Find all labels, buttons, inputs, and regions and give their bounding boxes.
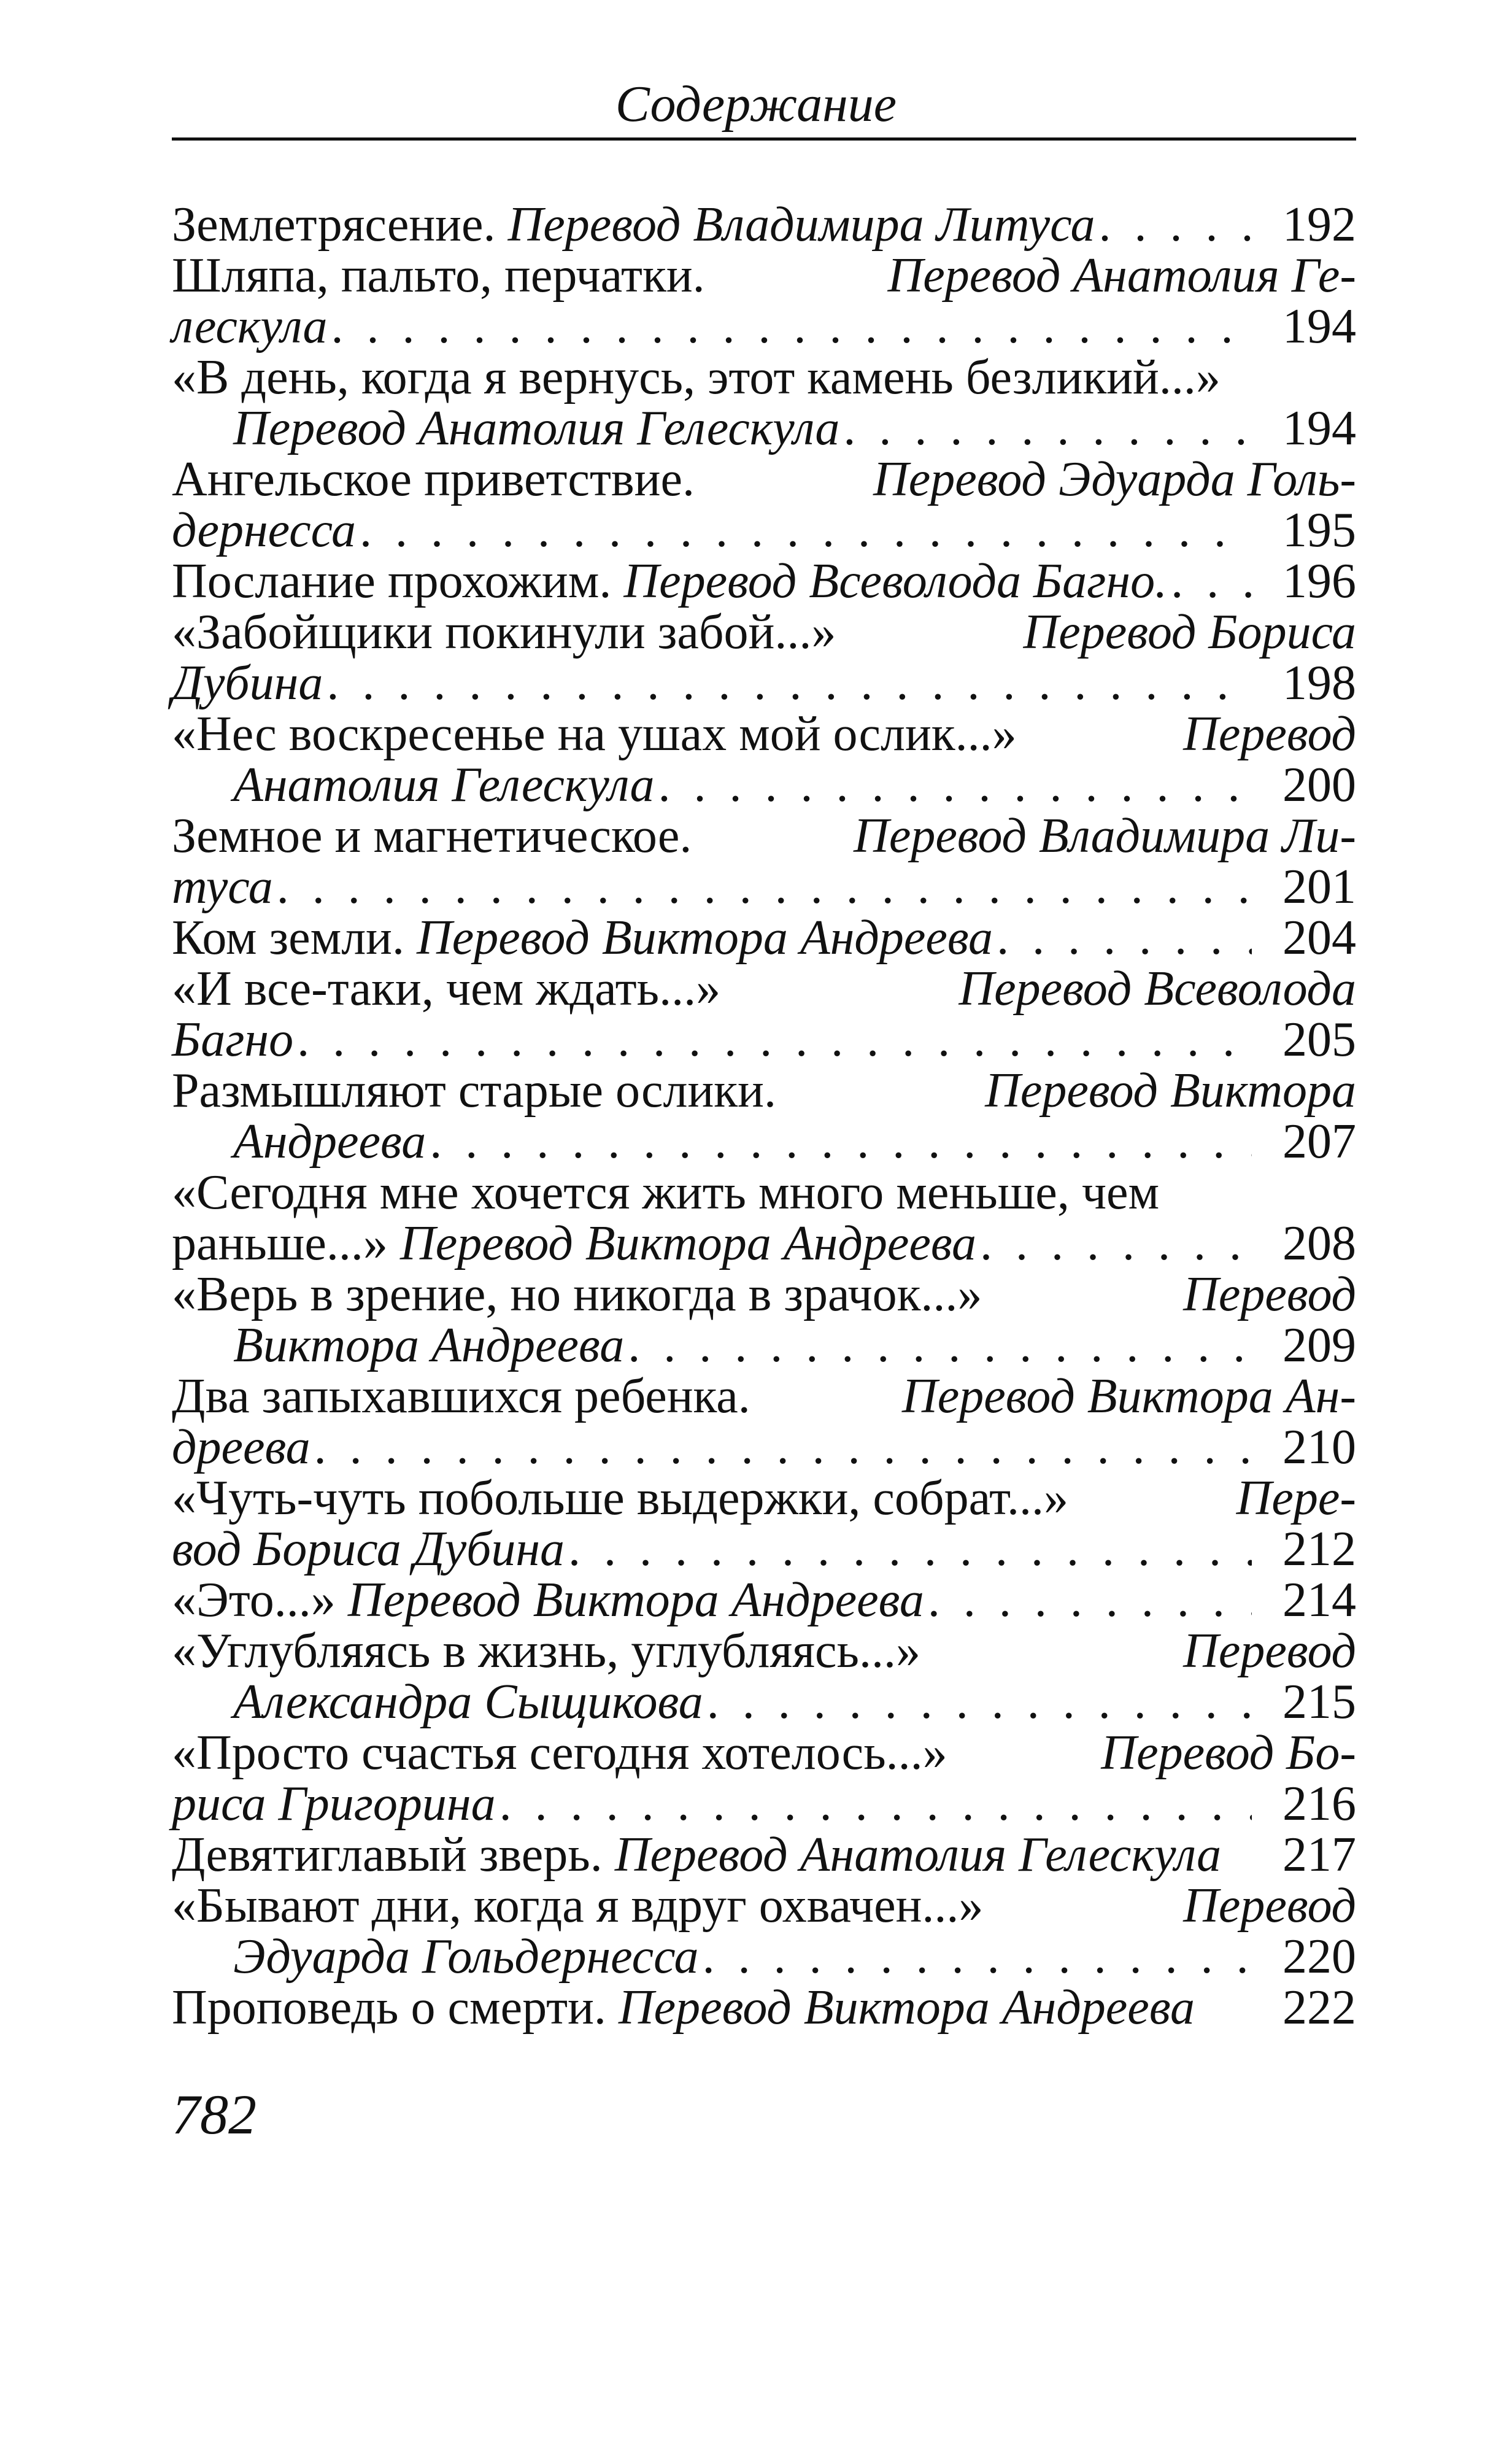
entry-page-number: 216 bbox=[1282, 1777, 1356, 1831]
toc-line bbox=[172, 1728, 1356, 1779]
entry-page-number: 200 bbox=[1282, 758, 1356, 812]
toc-line bbox=[172, 1524, 1356, 1575]
toc-entry bbox=[172, 352, 1356, 454]
toc-line-text bbox=[172, 1626, 1356, 1677]
toc-line-text bbox=[172, 352, 1356, 403]
toc-line bbox=[172, 1779, 1356, 1830]
dot-leader bbox=[839, 403, 1252, 454]
dot-leader bbox=[273, 862, 1252, 913]
toc-line-text bbox=[172, 964, 1356, 1015]
toc-line-text bbox=[233, 1677, 703, 1728]
translator-credit: Перевод Всеволода bbox=[958, 962, 1356, 1016]
toc-line-text bbox=[233, 1116, 426, 1167]
toc-line-text bbox=[172, 505, 356, 556]
toc-entry bbox=[172, 1626, 1356, 1728]
toc-line-text bbox=[233, 1932, 699, 1982]
toc-line-text bbox=[172, 250, 1356, 301]
dot-leader bbox=[1167, 556, 1252, 607]
entry-title: Ком земли. bbox=[172, 911, 417, 965]
translator-credit: Виктора Андреева bbox=[233, 1318, 625, 1372]
toc-line bbox=[172, 1065, 1356, 1116]
translator-credit: Перевод Анатолия Гелескула bbox=[614, 1828, 1222, 1882]
toc-entry bbox=[172, 1728, 1356, 1830]
toc-line-text bbox=[172, 913, 993, 964]
toc-entry bbox=[172, 454, 1356, 556]
toc-line bbox=[172, 403, 1356, 454]
toc-line bbox=[172, 811, 1356, 862]
toc-line-text bbox=[172, 1728, 1356, 1779]
toc-entry bbox=[172, 709, 1356, 811]
translator-credit: Перевод Виктора Андреева bbox=[416, 911, 993, 965]
toc-line-text bbox=[172, 1167, 1356, 1218]
toc-line-text bbox=[172, 1065, 1356, 1116]
entry-page-number: 201 bbox=[1282, 860, 1356, 914]
translator-credit: Дубина bbox=[172, 656, 323, 710]
toc-line-text bbox=[233, 1320, 624, 1371]
toc-entry bbox=[172, 199, 1356, 250]
entry-page-number: 198 bbox=[1282, 656, 1356, 710]
entry-title: Землетрясение. bbox=[172, 198, 508, 252]
translator-credit: Перевод bbox=[1183, 707, 1356, 761]
dot-leader bbox=[426, 1116, 1252, 1167]
toc-line-text bbox=[172, 1473, 1356, 1524]
entry-title: «И все-таки, чем ждать...» bbox=[172, 962, 721, 1016]
dot-leader bbox=[699, 1932, 1252, 1982]
entry-title: Ангельское приветствие. bbox=[172, 452, 695, 506]
toc-line-text bbox=[172, 1218, 976, 1269]
toc-entry bbox=[172, 607, 1356, 709]
toc-entry bbox=[172, 964, 1356, 1065]
dot-leader bbox=[1095, 199, 1252, 250]
toc-line-text bbox=[172, 607, 1356, 658]
translator-credit: Перевод Виктора Ан- bbox=[901, 1369, 1356, 1423]
toc-line bbox=[172, 1473, 1356, 1524]
toc-entry bbox=[172, 811, 1356, 913]
toc-line bbox=[172, 1881, 1356, 1932]
translator-credit: Перевод Владимира Ли- bbox=[854, 809, 1356, 863]
toc-entry bbox=[172, 1065, 1356, 1167]
toc-line bbox=[172, 1626, 1356, 1677]
running-head: Содержание bbox=[615, 75, 897, 133]
entry-title: «В день, когда я вернусь, этот камень безликий...» bbox=[172, 350, 1221, 404]
toc-entry bbox=[172, 250, 1356, 352]
entry-page-number: 209 bbox=[1282, 1318, 1356, 1372]
toc-line-text bbox=[172, 811, 1356, 862]
toc-line bbox=[172, 1015, 1356, 1065]
translator-credit: лескула bbox=[172, 300, 328, 354]
translator-credit: дреева bbox=[172, 1420, 310, 1474]
toc-line bbox=[172, 1575, 1356, 1626]
translator-credit: Перевод bbox=[1183, 1879, 1356, 1933]
dot-leader bbox=[310, 1422, 1252, 1473]
toc-line-text bbox=[172, 1779, 496, 1830]
toc-line bbox=[172, 352, 1356, 403]
toc-line bbox=[172, 1830, 1356, 1881]
toc-line bbox=[172, 1116, 1356, 1167]
translator-credit: Перевод Всеволода Багно. bbox=[623, 554, 1168, 608]
translator-credit: Перевод Виктора Андреева bbox=[399, 1216, 977, 1270]
entry-title: Девятиглавый зверь. bbox=[172, 1828, 615, 1882]
dot-leader bbox=[496, 1779, 1252, 1830]
toc-line-text bbox=[172, 1422, 310, 1473]
toc-line-text bbox=[172, 658, 323, 709]
entry-title: «Забойщики покинули забой...» bbox=[172, 605, 836, 659]
toc-line bbox=[172, 1320, 1356, 1371]
translator-credit: Перевод Виктора Андреева bbox=[618, 1981, 1195, 2035]
page-number: 782 bbox=[172, 2083, 256, 2146]
toc-line bbox=[172, 1167, 1356, 1218]
toc-line bbox=[172, 1677, 1356, 1728]
entry-title: «Сегодня мне хочется жить много меньше, чем bbox=[172, 1166, 1160, 1220]
translator-credit: дернесса bbox=[172, 503, 357, 557]
toc-line bbox=[172, 1371, 1356, 1422]
toc-line bbox=[172, 1932, 1356, 1982]
toc-line-text bbox=[172, 709, 1356, 760]
toc-line bbox=[172, 505, 1356, 556]
toc-line-text bbox=[172, 1524, 565, 1575]
toc-line-text bbox=[172, 199, 1095, 250]
dot-leader bbox=[655, 760, 1252, 811]
entry-page-number: 214 bbox=[1282, 1573, 1356, 1627]
toc-line bbox=[172, 556, 1356, 607]
translator-credit: вод Бориса Дубина bbox=[172, 1522, 565, 1576]
translator-credit: Андреева bbox=[233, 1115, 426, 1169]
translator-credit: туса bbox=[172, 860, 273, 914]
header-rule bbox=[172, 137, 1356, 141]
toc-line-text bbox=[233, 403, 839, 454]
toc-line bbox=[172, 913, 1356, 964]
entry-title: раньше...» bbox=[172, 1216, 400, 1270]
entry-title: «Чуть-чуть побольше выдержки, собрат...» bbox=[172, 1471, 1069, 1525]
translator-credit: Перевод Виктора Андреева bbox=[347, 1573, 924, 1627]
entry-title: «Это...» bbox=[172, 1573, 348, 1627]
translator-credit: Перевод Бо- bbox=[1101, 1726, 1356, 1780]
entry-page-number: 220 bbox=[1282, 1930, 1356, 1984]
translator-credit: риса Григорина bbox=[172, 1777, 496, 1831]
entry-page-number: 194 bbox=[1282, 401, 1356, 455]
dot-leader bbox=[976, 1218, 1252, 1269]
entry-page-number: 208 bbox=[1282, 1216, 1356, 1270]
entry-title: «Углубляясь в жизнь, углубляясь...» bbox=[172, 1624, 921, 1678]
entry-page-number: 196 bbox=[1282, 554, 1356, 608]
dot-leader bbox=[327, 301, 1252, 352]
toc-entry bbox=[172, 1167, 1356, 1269]
entry-title: Земное и магнетическое. bbox=[172, 809, 692, 863]
toc-entry bbox=[172, 1881, 1356, 1982]
toc-line bbox=[172, 199, 1356, 250]
toc-line-text bbox=[172, 862, 273, 913]
toc-entry bbox=[172, 556, 1356, 607]
toc-line bbox=[172, 862, 1356, 913]
entry-page-number: 217 bbox=[1282, 1828, 1356, 1882]
toc-line-text bbox=[172, 1881, 1356, 1932]
entry-page-number: 215 bbox=[1282, 1675, 1356, 1729]
entry-title: «Нес воскресенье на ушах мой ослик...» bbox=[172, 707, 1017, 761]
toc-line bbox=[172, 760, 1356, 811]
toc-line bbox=[172, 964, 1356, 1015]
dot-leader bbox=[356, 505, 1252, 556]
toc-entry bbox=[172, 1269, 1356, 1371]
toc-line-text bbox=[172, 1575, 924, 1626]
toc-line bbox=[172, 709, 1356, 760]
entry-page-number: 192 bbox=[1282, 198, 1356, 252]
toc-line-text bbox=[172, 1830, 1221, 1881]
toc-entry bbox=[172, 1575, 1356, 1626]
entry-title: «Верь в зрение, но никогда в зрачок...» bbox=[172, 1267, 982, 1321]
toc-line-text bbox=[172, 1269, 1356, 1320]
entry-page-number: 204 bbox=[1282, 911, 1356, 965]
entry-title: Проповедь о смерти. bbox=[172, 1981, 619, 2035]
entry-title: Послание прохожим. bbox=[172, 554, 624, 608]
entry-title: «Бывают дни, когда я вдруг охвачен...» bbox=[172, 1879, 984, 1933]
toc-line bbox=[172, 1218, 1356, 1269]
entry-page-number: 194 bbox=[1282, 300, 1356, 354]
toc-line bbox=[172, 658, 1356, 709]
toc-entry bbox=[172, 1830, 1356, 1881]
entry-title: Два запыхавшихся ребенка. bbox=[172, 1369, 750, 1423]
translator-credit: Эдуарда Гольдернесса bbox=[233, 1930, 699, 1984]
entry-page-number: 207 bbox=[1282, 1115, 1356, 1169]
translator-credit: Пере- bbox=[1236, 1471, 1356, 1525]
entry-page-number: 210 bbox=[1282, 1420, 1356, 1474]
toc-entry bbox=[172, 1473, 1356, 1575]
dot-leader bbox=[703, 1677, 1252, 1728]
toc-line bbox=[172, 1422, 1356, 1473]
translator-credit: Перевод Анатолия Ге- bbox=[887, 249, 1356, 303]
dot-leader bbox=[993, 913, 1252, 964]
entry-page-number: 195 bbox=[1282, 503, 1356, 557]
toc-entry bbox=[172, 913, 1356, 964]
toc-line-text bbox=[172, 454, 1356, 505]
toc-line bbox=[172, 250, 1356, 301]
dot-leader bbox=[924, 1575, 1252, 1626]
translator-credit: Перевод Эдуарда Голь- bbox=[873, 452, 1356, 506]
entry-title: «Просто счастья сегодня хотелось...» bbox=[172, 1726, 947, 1780]
toc-line-text bbox=[172, 1982, 1195, 2033]
table-of-contents bbox=[172, 199, 1356, 2033]
translator-credit: Перевод Владимира Литуса bbox=[507, 198, 1095, 252]
toc-line bbox=[172, 454, 1356, 505]
toc-line-text bbox=[172, 1371, 1356, 1422]
entry-page-number: 212 bbox=[1282, 1522, 1356, 1576]
translator-credit: Перевод Виктора bbox=[985, 1064, 1356, 1118]
entry-title: Размышляют старые ослики. bbox=[172, 1064, 776, 1118]
toc-line-text bbox=[172, 1015, 293, 1065]
toc-entry bbox=[172, 1982, 1356, 2033]
translator-credit: Багно bbox=[172, 1013, 294, 1067]
translator-credit: Перевод Бориса bbox=[1023, 605, 1356, 659]
toc-line-text bbox=[172, 556, 1167, 607]
toc-entry bbox=[172, 1371, 1356, 1473]
translator-credit: Перевод bbox=[1183, 1624, 1356, 1678]
toc-line bbox=[172, 607, 1356, 658]
translator-credit: Перевод bbox=[1183, 1267, 1356, 1321]
entry-page-number: 222 bbox=[1282, 1981, 1356, 2035]
dot-leader bbox=[565, 1524, 1252, 1575]
entry-title: Шляпа, пальто, перчатки. bbox=[172, 249, 705, 303]
toc-line bbox=[172, 301, 1356, 352]
translator-credit: Анатолия Гелескула bbox=[233, 758, 655, 812]
toc-line bbox=[172, 1269, 1356, 1320]
toc-line-text bbox=[172, 301, 327, 352]
translator-credit: Александра Сыщикова bbox=[233, 1675, 703, 1729]
dot-leader bbox=[323, 658, 1252, 709]
toc-line-text bbox=[233, 760, 655, 811]
dot-leader bbox=[624, 1320, 1252, 1371]
toc-line bbox=[172, 1982, 1356, 2033]
entry-page-number: 205 bbox=[1282, 1013, 1356, 1067]
dot-leader bbox=[293, 1015, 1252, 1065]
translator-credit: Перевод Анатолия Гелескула bbox=[233, 401, 840, 455]
